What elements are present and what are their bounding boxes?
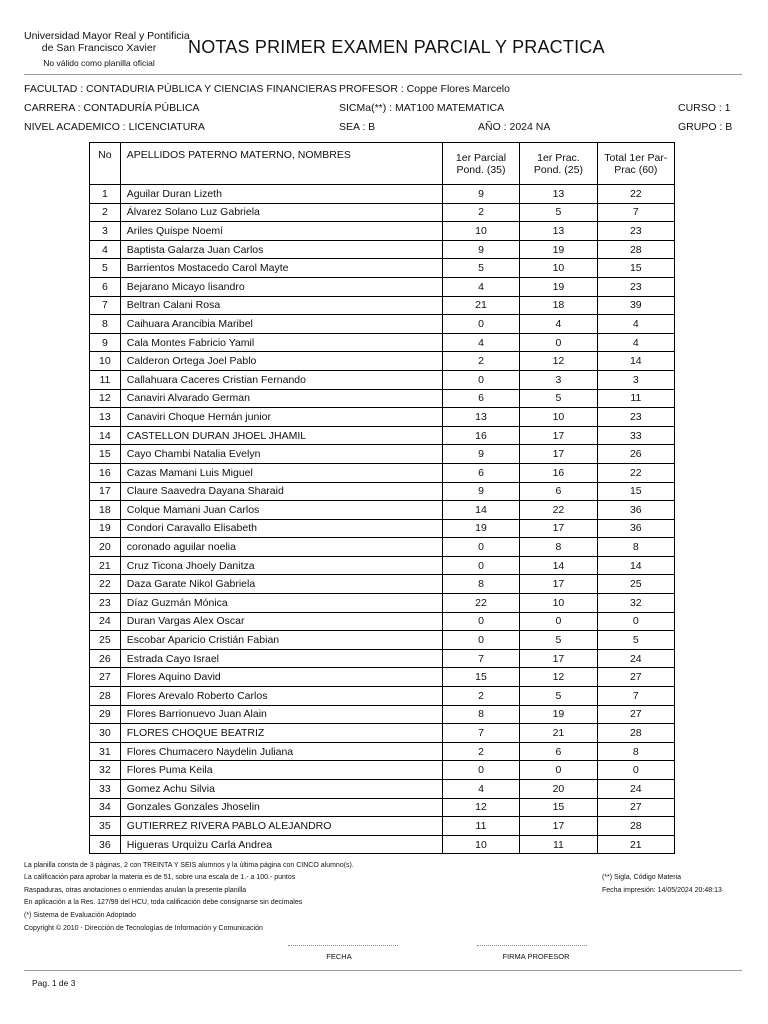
total-grade-cell: 7 (597, 687, 674, 706)
parcial-grade-cell: 4 (442, 780, 519, 799)
table-row (90, 724, 675, 743)
table-row (90, 575, 675, 594)
practice-grade-cell: 13 (520, 185, 597, 204)
practice-grade-cell: 5 (520, 203, 597, 222)
row-number-cell: 5 (90, 259, 121, 278)
facultad-label: FACULTAD : CONTADURIA PÚBLICA Y CIENCIAS FINANCIERAS (24, 83, 337, 95)
row-number-cell: 10 (90, 352, 121, 371)
table-row (90, 538, 675, 557)
student-name-cell: Claure Saavedra Dayana Sharaid (120, 482, 442, 501)
practice-grade-cell: 17 (520, 426, 597, 445)
total-grade-cell: 8 (597, 538, 674, 557)
total-grade-cell: 15 (597, 482, 674, 501)
student-name-cell: Flores Chumacero Naydelin Juliana (120, 742, 442, 761)
university-name-line2: de San Francisco Xavier (41, 42, 157, 54)
parcial-grade-cell: 9 (442, 185, 519, 204)
header-name: APELLIDOS PATERNO MATERNO, NOMBRES (120, 143, 442, 185)
table-row (90, 370, 675, 389)
page-number: Pag. 1 de 3 (32, 978, 76, 988)
practice-grade-cell: 11 (520, 835, 597, 854)
total-grade-cell: 23 (597, 222, 674, 241)
student-name-cell: Aguilar Duran Lizeth (120, 185, 442, 204)
table-row (90, 277, 675, 296)
row-number-cell: 28 (90, 687, 121, 706)
row-number-cell: 33 (90, 780, 121, 799)
practice-grade-cell: 18 (520, 296, 597, 315)
parcial-grade-cell: 11 (442, 817, 519, 836)
practice-grade-cell: 10 (520, 408, 597, 427)
practice-grade-cell: 0 (520, 333, 597, 352)
practice-grade-cell: 8 (520, 538, 597, 557)
total-grade-cell: 27 (597, 705, 674, 724)
table-row (90, 333, 675, 352)
row-number-cell: 35 (90, 817, 121, 836)
total-grade-cell: 26 (597, 445, 674, 464)
parcial-grade-cell: 8 (442, 575, 519, 594)
row-number-cell: 25 (90, 631, 121, 650)
practice-grade-cell: 17 (520, 575, 597, 594)
anio-label: AÑO : 2024 NA (478, 121, 551, 133)
parcial-grade-cell: 13 (442, 408, 519, 427)
row-number-cell: 34 (90, 798, 121, 817)
parcial-grade-cell: 19 (442, 519, 519, 538)
row-number-cell: 36 (90, 835, 121, 854)
student-name-cell: Estrada Cayo Israel (120, 649, 442, 668)
student-name-cell: Caihuara Arancibia Maribel (120, 315, 442, 334)
parcial-grade-cell: 12 (442, 798, 519, 817)
student-name-cell: Cruz Ticona Jhoely Danitza (120, 556, 442, 575)
table-row (90, 222, 675, 241)
footer-note: La calificación para aprobar la materia es de 51, sobre una escala de 1.- a 100.- puntos (24, 874, 296, 881)
student-name-cell: Cala Montes Fabricio Yamil (120, 333, 442, 352)
practice-grade-cell: 17 (520, 649, 597, 668)
row-number-cell: 23 (90, 594, 121, 613)
parcial-grade-cell: 8 (442, 705, 519, 724)
parcial-grade-cell: 22 (442, 594, 519, 613)
row-number-cell: 6 (90, 277, 121, 296)
table-row (90, 835, 675, 854)
row-number-cell: 19 (90, 519, 121, 538)
table-header-row (90, 143, 675, 185)
row-number-cell: 21 (90, 556, 121, 575)
row-number-cell: 11 (90, 370, 121, 389)
parcial-grade-cell: 10 (442, 222, 519, 241)
row-number-cell: 30 (90, 724, 121, 743)
table-row (90, 315, 675, 334)
student-name-cell: FLORES CHOQUE BEATRIZ (120, 724, 442, 743)
practice-grade-cell: 6 (520, 742, 597, 761)
table-row (90, 445, 675, 464)
header-prac (520, 143, 597, 185)
footer-note: (*) Sistema de Evaluación Adoptado (24, 912, 137, 919)
header-prac-line1: 1er Prac. (537, 151, 580, 164)
table-row (90, 687, 675, 706)
parcial-grade-cell: 7 (442, 649, 519, 668)
parcial-grade-cell: 5 (442, 259, 519, 278)
student-name-cell: Baptista Galarza Juan Carlos (120, 240, 442, 259)
parcial-grade-cell: 6 (442, 389, 519, 408)
table-row (90, 463, 675, 482)
student-name-cell: Calderon Ortega Joel Pablo (120, 352, 442, 371)
row-number-cell: 16 (90, 463, 121, 482)
parcial-grade-cell: 2 (442, 352, 519, 371)
grades-table (89, 142, 675, 854)
practice-grade-cell: 19 (520, 240, 597, 259)
total-grade-cell: 36 (597, 501, 674, 520)
row-number-cell: 9 (90, 333, 121, 352)
parcial-grade-cell: 9 (442, 445, 519, 464)
table-row (90, 519, 675, 538)
university-block (24, 30, 190, 69)
practice-grade-cell: 0 (520, 612, 597, 631)
header-total-line1: Total 1er Par- (604, 151, 668, 164)
footer-divider (24, 970, 742, 971)
table-row (90, 426, 675, 445)
total-grade-cell: 22 (597, 185, 674, 204)
header-parcial (442, 143, 519, 185)
table-row (90, 389, 675, 408)
practice-grade-cell: 20 (520, 780, 597, 799)
student-name-cell: Condori Caravallo Elisabeth (120, 519, 442, 538)
practice-grade-cell: 17 (520, 445, 597, 464)
grades-table-body (90, 185, 675, 854)
table-row (90, 408, 675, 427)
table-row (90, 742, 675, 761)
total-grade-cell: 14 (597, 352, 674, 371)
parcial-grade-cell: 16 (442, 426, 519, 445)
table-row (90, 501, 675, 520)
sicma-label: SICMa(**) : MAT100 MATEMATICA (339, 102, 505, 114)
parcial-grade-cell: 14 (442, 501, 519, 520)
table-row (90, 185, 675, 204)
total-grade-cell: 23 (597, 408, 674, 427)
student-name-cell: Higueras Urquizu Carla Andrea (120, 835, 442, 854)
table-row (90, 240, 675, 259)
table-row (90, 798, 675, 817)
fecha-label: FECHA (326, 952, 352, 961)
parcial-grade-cell: 21 (442, 296, 519, 315)
student-name-cell: Gonzales Gonzales Jhoselin (120, 798, 442, 817)
table-row (90, 612, 675, 631)
student-name-cell: Cayo Chambi Natalia Evelyn (120, 445, 442, 464)
parcial-grade-cell: 2 (442, 687, 519, 706)
header-prac-line2: Pond. (25) (533, 163, 583, 176)
practice-grade-cell: 5 (520, 631, 597, 650)
total-grade-cell: 27 (597, 798, 674, 817)
student-name-cell: Flores Arevalo Roberto Carlos (120, 687, 442, 706)
total-grade-cell: 4 (597, 333, 674, 352)
total-grade-cell: 0 (597, 761, 674, 780)
student-name-cell: Bejarano Micayo lisandro (120, 277, 442, 296)
university-name-line1: Universidad Mayor Real y Pontificia (24, 30, 190, 42)
total-grade-cell: 24 (597, 649, 674, 668)
practice-grade-cell: 6 (520, 482, 597, 501)
practice-grade-cell: 12 (520, 668, 597, 687)
parcial-grade-cell: 4 (442, 333, 519, 352)
practice-grade-cell: 5 (520, 389, 597, 408)
header-divider (24, 74, 742, 75)
total-grade-cell: 14 (597, 556, 674, 575)
parcial-grade-cell: 0 (442, 538, 519, 557)
table-row (90, 780, 675, 799)
student-name-cell: Beltran Calani Rosa (120, 296, 442, 315)
practice-grade-cell: 19 (520, 277, 597, 296)
row-number-cell: 29 (90, 705, 121, 724)
parcial-grade-cell: 2 (442, 742, 519, 761)
row-number-cell: 14 (90, 426, 121, 445)
student-name-cell: Ariles Quispe Noemí (120, 222, 442, 241)
practice-grade-cell: 4 (520, 315, 597, 334)
total-grade-cell: 24 (597, 780, 674, 799)
student-name-cell: Canaviri Choque Hernán junior (120, 408, 442, 427)
total-grade-cell: 28 (597, 817, 674, 836)
carrera-label: CARRERA : CONTADURÍA PÚBLICA (24, 102, 200, 114)
total-grade-cell: 5 (597, 631, 674, 650)
footer-note: La planilla consta de 3 páginas, 2 con TREINTA Y SEIS alumnos y la última página con CINCO alumno(s). (24, 862, 354, 869)
student-name-cell: Barrientos Mostacedo Carol Mayte (120, 259, 442, 278)
table-row (90, 296, 675, 315)
row-number-cell: 18 (90, 501, 121, 520)
practice-grade-cell: 10 (520, 594, 597, 613)
row-number-cell: 1 (90, 185, 121, 204)
student-name-cell: GUTIERREZ RIVERA PABLO ALEJANDRO (120, 817, 442, 836)
row-number-cell: 8 (90, 315, 121, 334)
footer-note: Copyright © 2010 - Dirección de Tecnologías de Información y Comunicación (24, 925, 263, 932)
footer-note: Raspaduras, otras anotaciones o enmiendas anulan la presente planilla (24, 887, 247, 894)
parcial-grade-cell: 0 (442, 612, 519, 631)
row-number-cell: 7 (90, 296, 121, 315)
row-number-cell: 24 (90, 612, 121, 631)
practice-grade-cell: 22 (520, 501, 597, 520)
student-name-cell: Flores Barrionuevo Juan Alain (120, 705, 442, 724)
student-name-cell: Canaviri Alvarado German (120, 389, 442, 408)
parcial-grade-cell: 7 (442, 724, 519, 743)
parcial-grade-cell: 10 (442, 835, 519, 854)
total-grade-cell: 7 (597, 203, 674, 222)
practice-grade-cell: 16 (520, 463, 597, 482)
nivel-academico-label: NIVEL ACADEMICO : LICENCIATURA (24, 121, 205, 133)
total-grade-cell: 4 (597, 315, 674, 334)
page-title: NOTAS PRIMER EXAMEN PARCIAL Y PRACTICA (188, 37, 605, 57)
student-name-cell: Daza Garate Nikol Gabriela (120, 575, 442, 594)
profesor-label: PROFESOR : Coppe Flores Marcelo (339, 83, 510, 95)
grupo-label: GRUPO : B (678, 121, 733, 133)
practice-grade-cell: 13 (520, 222, 597, 241)
table-row (90, 482, 675, 501)
curso-label: CURSO : 1 (678, 102, 731, 114)
parcial-grade-cell: 15 (442, 668, 519, 687)
row-number-cell: 31 (90, 742, 121, 761)
sigla-note: (**) Sigla, Código Materia (602, 874, 681, 881)
unofficial-note: No válido como planilla oficial (43, 58, 155, 68)
student-name-cell: CASTELLON DURAN JHOEL JHAMIL (120, 426, 442, 445)
student-name-cell: Escobar Aparicio Cristián Fabian (120, 631, 442, 650)
row-number-cell: 26 (90, 649, 121, 668)
total-grade-cell: 28 (597, 240, 674, 259)
table-row (90, 649, 675, 668)
table-row (90, 668, 675, 687)
row-number-cell: 22 (90, 575, 121, 594)
table-row (90, 352, 675, 371)
practice-grade-cell: 12 (520, 352, 597, 371)
student-name-cell: coronado aguilar noelia (120, 538, 442, 557)
header-parcial-line2: Pond. (35) (456, 163, 506, 176)
total-grade-cell: 3 (597, 370, 674, 389)
total-grade-cell: 36 (597, 519, 674, 538)
practice-grade-cell: 0 (520, 761, 597, 780)
student-name-cell: Duran Vargas Alex Oscar (120, 612, 442, 631)
row-number-cell: 2 (90, 203, 121, 222)
student-name-cell: Flores Aquino David (120, 668, 442, 687)
header-no: No (90, 143, 121, 185)
total-grade-cell: 15 (597, 259, 674, 278)
table-row (90, 556, 675, 575)
parcial-grade-cell: 0 (442, 761, 519, 780)
student-name-cell: Díaz Guzmán Mónica (120, 594, 442, 613)
practice-grade-cell: 17 (520, 519, 597, 538)
practice-grade-cell: 15 (520, 798, 597, 817)
practice-grade-cell: 14 (520, 556, 597, 575)
header-parcial-line1: 1er Parcial (455, 151, 507, 164)
practice-grade-cell: 3 (520, 370, 597, 389)
print-date: Fecha impresión: 14/05/2024 20:48:13 (602, 887, 722, 894)
total-grade-cell: 0 (597, 612, 674, 631)
student-name-cell: Flores Puma Keila (120, 761, 442, 780)
practice-grade-cell: 21 (520, 724, 597, 743)
table-row (90, 631, 675, 650)
table-row (90, 817, 675, 836)
student-name-cell: Callahuara Caceres Cristian Fernando (120, 370, 442, 389)
table-row (90, 259, 675, 278)
parcial-grade-cell: 6 (442, 463, 519, 482)
student-name-cell: Colque Mamani Juan Carlos (120, 501, 442, 520)
sea-label: SEA : B (339, 121, 376, 133)
parcial-grade-cell: 2 (442, 203, 519, 222)
parcial-grade-cell: 0 (442, 631, 519, 650)
student-name-cell: Álvarez Solano Luz Gabriela (120, 203, 442, 222)
total-grade-cell: 23 (597, 277, 674, 296)
practice-grade-cell: 5 (520, 687, 597, 706)
total-grade-cell: 28 (597, 724, 674, 743)
practice-grade-cell: 17 (520, 817, 597, 836)
row-number-cell: 20 (90, 538, 121, 557)
row-number-cell: 3 (90, 222, 121, 241)
total-grade-cell: 27 (597, 668, 674, 687)
parcial-grade-cell: 0 (442, 556, 519, 575)
row-number-cell: 4 (90, 240, 121, 259)
footer-note: En aplicación a la Res. 127/99 del HCU, toda calificación debe consignarse sin decimales (24, 899, 303, 906)
header-total (597, 143, 674, 185)
table-row (90, 705, 675, 724)
row-number-cell: 15 (90, 445, 121, 464)
practice-grade-cell: 19 (520, 705, 597, 724)
total-grade-cell: 25 (597, 575, 674, 594)
table-row (90, 761, 675, 780)
total-grade-cell: 8 (597, 742, 674, 761)
practice-grade-cell: 10 (520, 259, 597, 278)
parcial-grade-cell: 9 (442, 482, 519, 501)
parcial-grade-cell: 0 (442, 370, 519, 389)
firma-profesor-label: FIRMA PROFESOR (502, 952, 570, 961)
total-grade-cell: 33 (597, 426, 674, 445)
total-grade-cell: 11 (597, 389, 674, 408)
total-grade-cell: 39 (597, 296, 674, 315)
student-name-cell: Gomez Achu Silvia (120, 780, 442, 799)
header-total-line2: Prac (60) (614, 163, 658, 176)
row-number-cell: 27 (90, 668, 121, 687)
table-row (90, 203, 675, 222)
table-row (90, 594, 675, 613)
row-number-cell: 12 (90, 389, 121, 408)
total-grade-cell: 22 (597, 463, 674, 482)
total-grade-cell: 32 (597, 594, 674, 613)
parcial-grade-cell: 9 (442, 240, 519, 259)
parcial-grade-cell: 4 (442, 277, 519, 296)
total-grade-cell: 21 (597, 835, 674, 854)
parcial-grade-cell: 0 (442, 315, 519, 334)
student-name-cell: Cazas Mamani Luis Miguel (120, 463, 442, 482)
fecha-signature-line (288, 945, 398, 946)
row-number-cell: 17 (90, 482, 121, 501)
row-number-cell: 32 (90, 761, 121, 780)
row-number-cell: 13 (90, 408, 121, 427)
firma-signature-line (477, 945, 587, 946)
